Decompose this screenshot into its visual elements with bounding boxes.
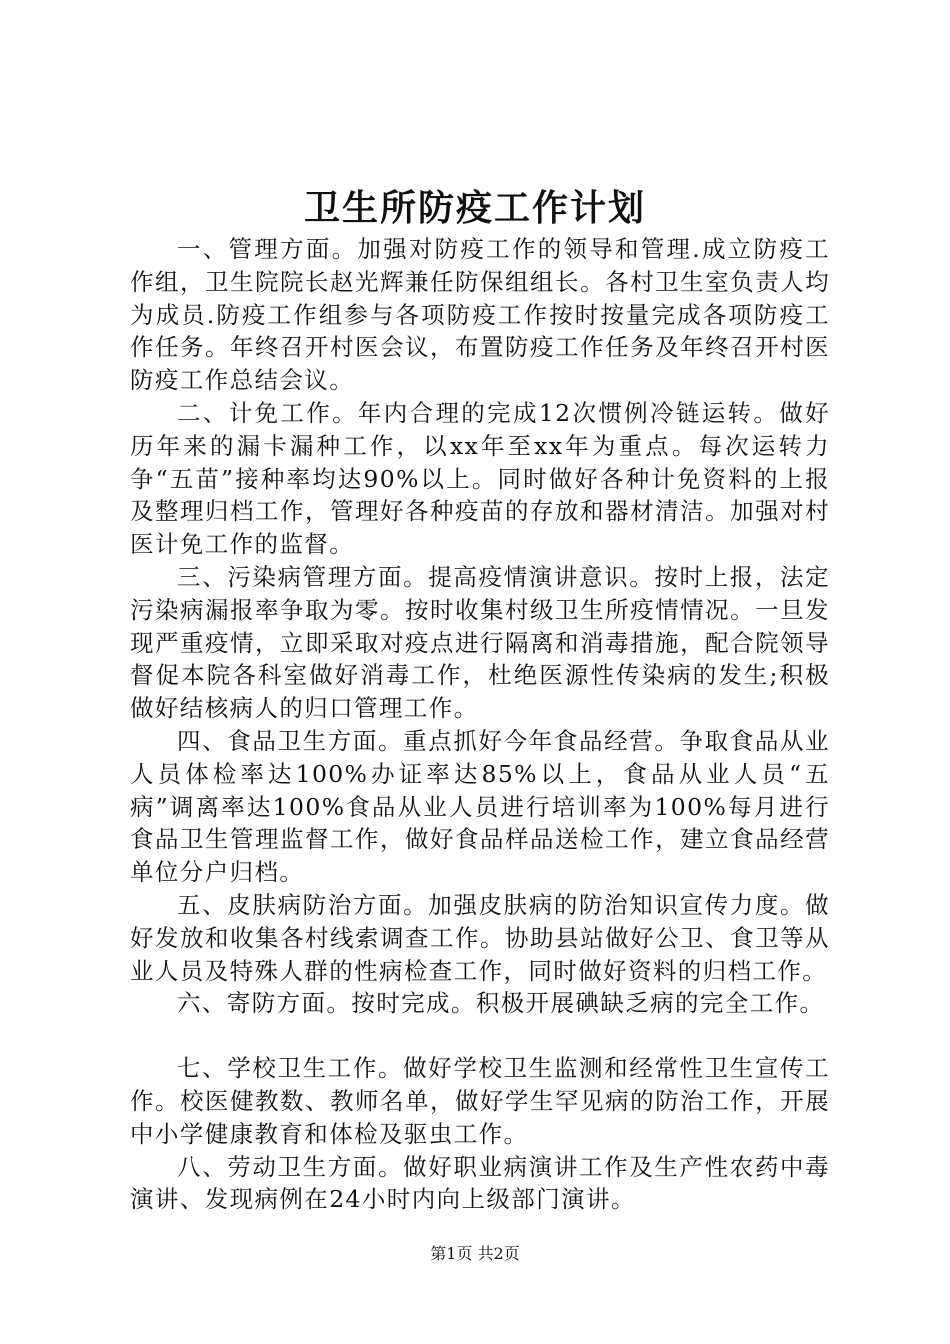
paragraph-parasite-prevention: 六、寄防方面。按时完成。积极开展碘缺乏病的完全工作。 bbox=[177, 989, 825, 1018]
paragraph-skin-disease: 五、皮肤病防治方面。加强皮肤病的防治知识宣传力度。做好发放和收集各村线索调查工作。协助县站做好公卫、食卫等从业人员及特殊人群的性病检查工作，同时做好资料的归档工作。 bbox=[130, 890, 830, 985]
paragraph-food-hygiene: 四、食品卫生方面。重点抓好今年食品经营。争取食品从业人员体检率达100%办证率达85%以上，食品从业人员“五病”调离率达100%食品从业人员进行培训率为100%每月进行食品卫生管理监督工作，做好食品样品送检工作，建立食品经营单位分户归档。 bbox=[130, 726, 830, 887]
page-footer: 第1页 共2页 bbox=[430, 1244, 520, 1263]
document-title: 卫生所防疫工作计划 bbox=[303, 187, 646, 229]
paragraph-labor-hygiene: 八、劳动卫生方面。做好职业病演讲工作及生产性农药中毒演讲、发现病例在24小时内向上级部门演讲。 bbox=[130, 1152, 830, 1214]
paragraph-immunization: 二、计免工作。年内合理的完成12次惯例冷链运转。做好历年来的漏卡漏种工作，以xx年至xx年为重点。每次运转力争“五苗”接种率均达90%以上。同时做好各种计免资料的上报及整理归档工作，管理好各种疫苗的存放和器材清洁。加强对村医计免工作的监督。 bbox=[130, 398, 830, 559]
paragraph-school-hygiene: 七、学校卫生工作。做好学校卫生监测和经常性卫生宣传工作。校医健教数、教师名单，做好学生罕见病的防治工作，开展中小学健康教育和体检及驱虫工作。 bbox=[130, 1054, 830, 1148]
paragraph-management: 一、管理方面。加强对防疫工作的领导和管理.成立防疫工作组，卫生院院长赵光辉兼任防保组组长。各村卫生室负责人均为成员.防疫工作组参与各项防疫工作按时按量完成各项防疫工作任务。年终召开村医会议，布置防疫工作任务及年终召开村医防疫工作总结会议。 bbox=[130, 235, 830, 395]
document-body bbox=[130, 233, 830, 1216]
paragraph-infectious-disease: 三、污染病管理方面。提高疫情演讲意识。按时上报，法定污染病漏报率争取为零。按时收集村级卫生所疫情情况。一旦发现严重疫情，立即采取对疫点进行隔离和消毒措施，配合院领导督促本院各科室做好消毒工作，杜绝医源性传染病的发生;积极做好结核病人的归口管理工作。 bbox=[130, 562, 830, 723]
